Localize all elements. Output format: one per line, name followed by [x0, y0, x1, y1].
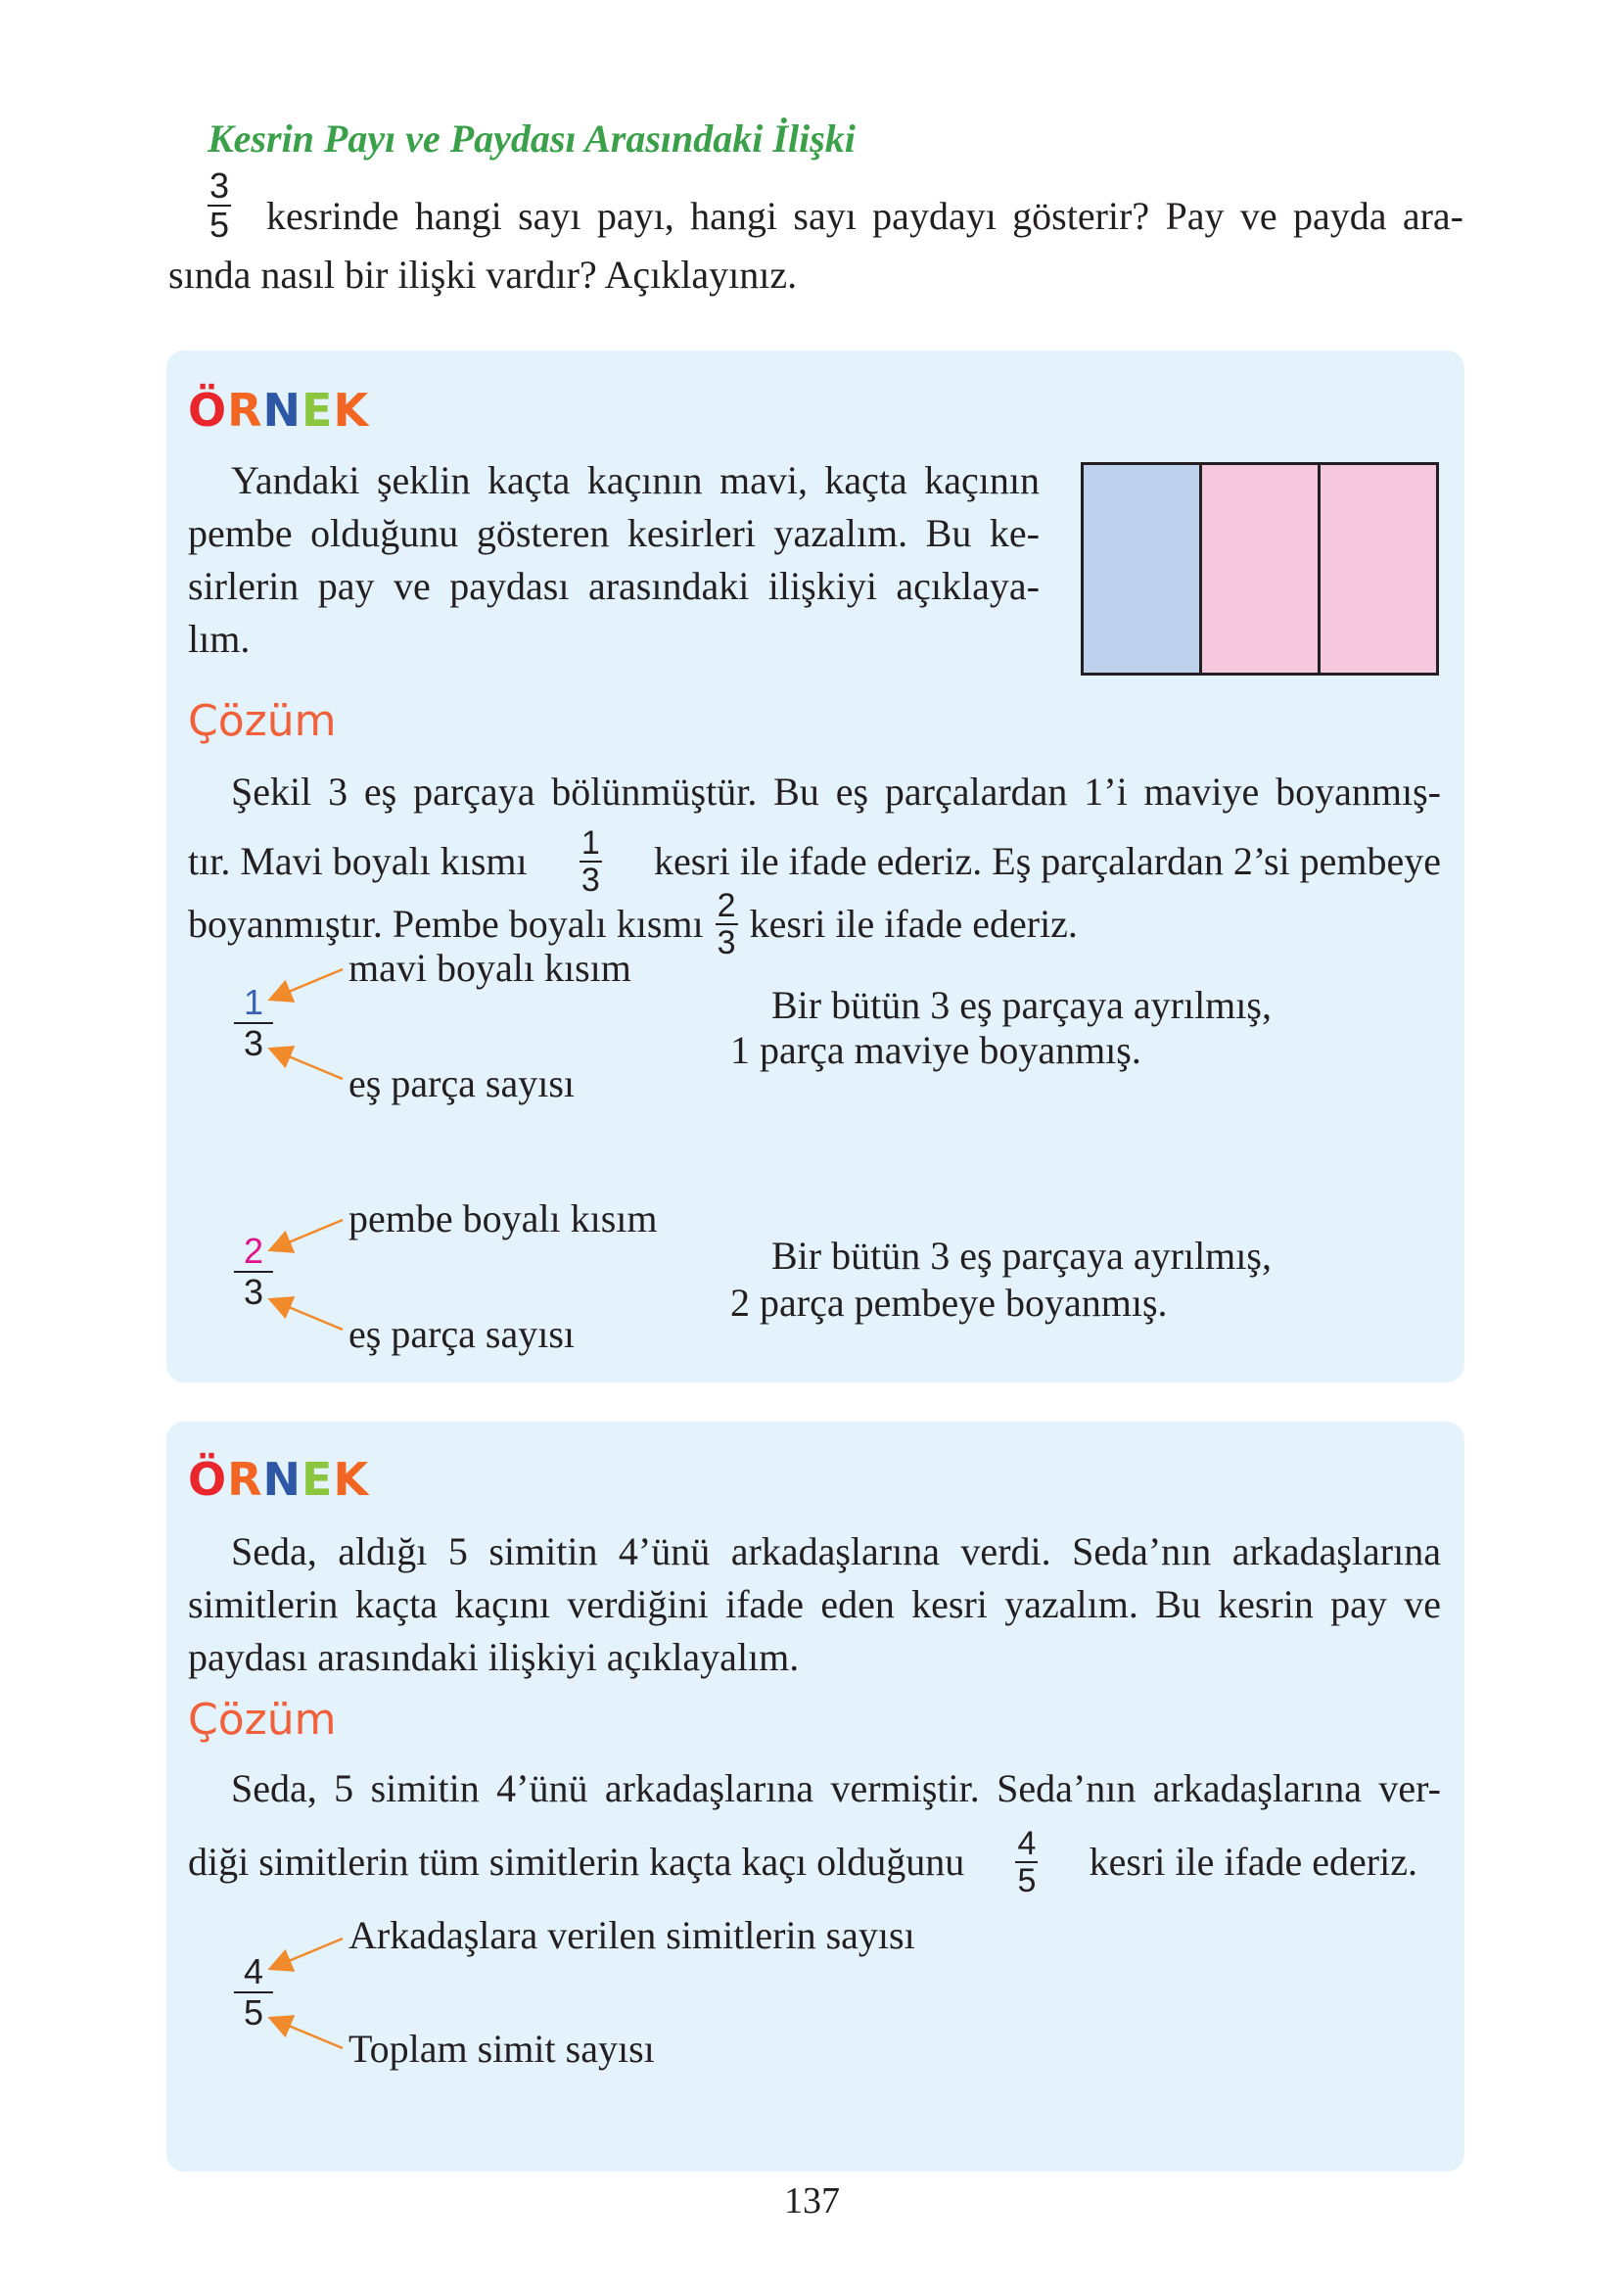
solution-text: kesri ile ifade ederiz. Eş parçalardan 2’si pembeye [653, 839, 1441, 883]
diagram-2-bottom-label: eş parça sayısı [348, 1312, 576, 1356]
fraction-shape [1081, 462, 1439, 676]
ornek-letter: Ö [188, 384, 228, 437]
shape-part-pink [1202, 465, 1321, 673]
solution-1-line-3 [188, 889, 1078, 959]
ornek-letter: K [333, 1453, 370, 1506]
ornek-letter: N [262, 1453, 302, 1506]
diagram-3-top-label: Arkadaşlara verilen simitlerin sayısı [348, 1913, 915, 1957]
solution-2-line-2 [188, 1827, 1417, 1897]
ornek-letter: E [302, 1453, 334, 1506]
inline-fraction: $\frac{4}{5}$ [1017, 1825, 1037, 1899]
diagram-1-bottom-label: eş parça sayısı [348, 1061, 576, 1105]
inline-fraction: $\frac{2}{3}$ [717, 887, 736, 961]
problem-line: Yandaki şeklin kaçta kaçının mavi, kaçta kaçının [231, 458, 1040, 502]
intro-line-2: sında nasıl bir ilişki vardır? Açıklayınız. [168, 253, 798, 297]
diagram-3-fraction: 4 5 [234, 1952, 273, 2033]
shape-part-blue [1084, 465, 1202, 673]
solution-1-line-1: Şekil 3 eş parçaya bölünmüştür. Bu eş parçalardan 1’i maviye boyanmış- [231, 770, 1441, 814]
diagram-1-arrows [264, 956, 362, 1102]
solution-text: tır. Mavi boyalı kısmı [188, 839, 528, 883]
problem-line: paydası arasındaki ilişkiyi açıklayalım. [188, 1635, 800, 1679]
cozum-label-2: Çözüm [188, 1695, 337, 1745]
solution-1-line-2 [188, 826, 1441, 897]
problem-line: simitlerin kaçta kaçını verdiğini ifade eden kesri yazalım. Bu kesrin pay ve [188, 1582, 1441, 1626]
ornek-letter: R [227, 1453, 263, 1506]
solution-text: kesri ile ifade ederiz. [749, 902, 1078, 946]
ornek-label-1 [188, 386, 369, 435]
example-2-problem [188, 1525, 1441, 1684]
example-1-problem [188, 454, 1040, 666]
diagram-1-fraction: 1 3 [234, 983, 273, 1063]
intro-fraction-num: 3 [209, 165, 230, 206]
diagram-3-bottom-label: Toplam simit sayısı [348, 2027, 655, 2071]
diagram-2-fraction: 2 3 [234, 1232, 273, 1312]
ornek-letter: K [333, 384, 370, 437]
problem-line: lım. [188, 617, 251, 661]
ornek-label-2 [188, 1455, 369, 1504]
inline-fraction: $\frac{1}{3}$ [580, 824, 600, 899]
solution-2-line-1: Seda, 5 simitin 4’ünü arkadaşlarına vermiştir. Seda’nın arkadaşlarına ver- [231, 1766, 1441, 1810]
intro-line-1: kesrinde hangi sayı payı, hangi sayı paydayı gösterir? Pay ve payda ara- [266, 194, 1463, 238]
ornek-letter: Ö [188, 1453, 228, 1506]
section-heading: Kesrin Payı ve Paydası Arasındaki İlişki [208, 117, 856, 161]
problem-line: Seda, aldığı 5 simitin 4’ünü arkadaşlarına verdi. Seda’nın arkadaşlarına [231, 1529, 1441, 1573]
ornek-letter: N [262, 384, 302, 437]
intro-fraction-den: 5 [209, 205, 230, 245]
ornek-letter: R [227, 384, 263, 437]
ornek-letter: E [302, 384, 334, 437]
diagram-1-desc-2: 1 parça maviye boyanmış. [730, 1028, 1141, 1072]
diagram-2-desc-1: Bir bütün 3 eş parçaya ayrılmış, [771, 1234, 1272, 1278]
solution-text: boyanmıştır. Pembe boyalı kısmı [188, 902, 704, 946]
diagram-2-desc-2: 2 parça pembeye boyanmış. [730, 1281, 1168, 1325]
problem-line: pembe olduğunu gösteren kesirleri yazalım. Bu ke- [188, 511, 1040, 555]
intro-fraction [208, 165, 231, 245]
diagram-2-top-label: pembe boyalı kısım [348, 1196, 658, 1240]
solution-text: diği simitlerin tüm simitlerin kaçta kaçı olduğunu [188, 1840, 965, 1884]
shape-part-pink [1321, 465, 1436, 673]
cozum-label-1: Çözüm [188, 696, 337, 746]
diagram-1-desc-1: Bir bütün 3 eş parçaya ayrılmış, [771, 983, 1272, 1027]
diagram-3-arrows [264, 1925, 362, 2072]
solution-text: kesri ile ifade ederiz. [1089, 1840, 1417, 1884]
problem-line: sirlerin pay ve paydası arasındaki ilişkiyi açıklaya- [188, 564, 1040, 608]
diagram-1-top-label: mavi boyalı kısım [348, 946, 631, 990]
page-number: 137 [784, 2180, 840, 2221]
diagram-2-arrows [264, 1206, 362, 1353]
